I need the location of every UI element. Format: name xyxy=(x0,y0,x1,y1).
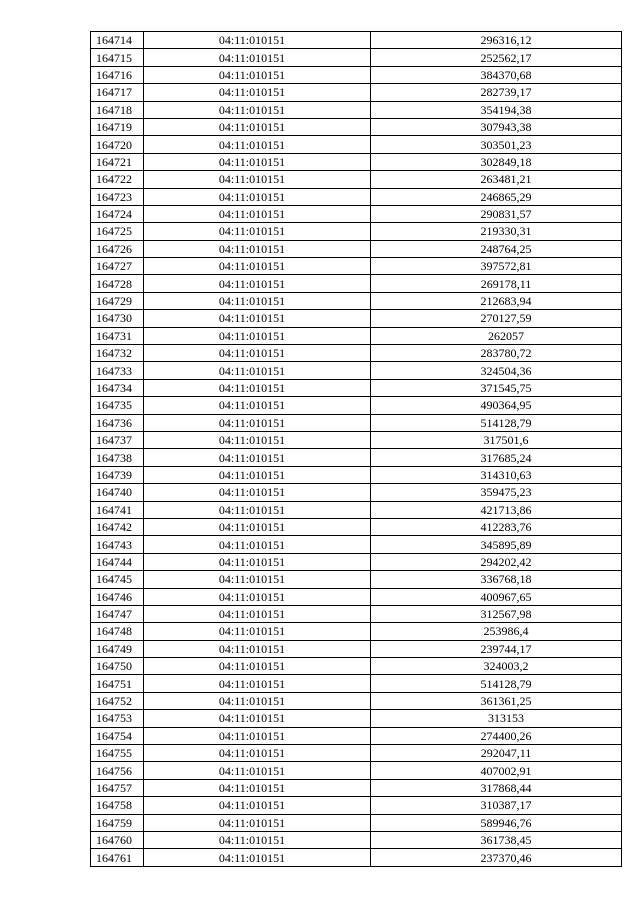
table-row xyxy=(91,32,622,49)
row-id-cell: 164736 xyxy=(91,414,144,431)
table-row xyxy=(91,345,622,362)
value-cell: 336768,18 xyxy=(371,571,622,588)
value-cell: 314310,63 xyxy=(371,466,622,483)
row-id-cell: 164716 xyxy=(91,66,144,83)
cadastral-code-cell: 04:11:010151 xyxy=(144,310,371,327)
cadastral-code-cell: 04:11:010151 xyxy=(144,501,371,518)
value-cell: 313153 xyxy=(371,710,622,727)
value-cell: 246865,29 xyxy=(371,188,622,205)
table-row xyxy=(91,692,622,709)
cadastral-code-cell: 04:11:010151 xyxy=(144,623,371,640)
table-row xyxy=(91,571,622,588)
value-cell: 283780,72 xyxy=(371,345,622,362)
row-id-cell: 164734 xyxy=(91,379,144,396)
row-id-cell: 164720 xyxy=(91,136,144,153)
cadastral-code-cell: 04:11:010151 xyxy=(144,397,371,414)
cadastral-code-cell: 04:11:010151 xyxy=(144,745,371,762)
row-id-cell: 164749 xyxy=(91,640,144,657)
table-row xyxy=(91,258,622,275)
row-id-cell: 164737 xyxy=(91,431,144,448)
value-cell: 400967,65 xyxy=(371,588,622,605)
cadastral-code-cell: 04:11:010151 xyxy=(144,275,371,292)
table-row xyxy=(91,101,622,118)
row-id-cell: 164761 xyxy=(91,849,144,866)
value-cell: 292047,11 xyxy=(371,745,622,762)
cadastral-code-cell: 04:11:010151 xyxy=(144,362,371,379)
row-id-cell: 164721 xyxy=(91,153,144,170)
table-row xyxy=(91,762,622,779)
row-id-cell: 164718 xyxy=(91,101,144,118)
row-id-cell: 164742 xyxy=(91,518,144,535)
cadastral-code-cell: 04:11:010151 xyxy=(144,814,371,831)
cadastral-code-cell: 04:11:010151 xyxy=(144,484,371,501)
table-row xyxy=(91,310,622,327)
table-row xyxy=(91,449,622,466)
cadastral-code-cell: 04:11:010151 xyxy=(144,118,371,135)
row-id-cell: 164747 xyxy=(91,605,144,622)
cadastral-code-cell: 04:11:010151 xyxy=(144,345,371,362)
cadastral-code-cell: 04:11:010151 xyxy=(144,658,371,675)
cadastral-code-cell: 04:11:010151 xyxy=(144,240,371,257)
table-row xyxy=(91,292,622,309)
value-cell: 514128,79 xyxy=(371,675,622,692)
cadastral-code-cell: 04:11:010151 xyxy=(144,327,371,344)
cadastral-code-cell: 04:11:010151 xyxy=(144,223,371,240)
value-cell: 282739,17 xyxy=(371,84,622,101)
cadastral-code-cell: 04:11:010151 xyxy=(144,640,371,657)
table-row xyxy=(91,136,622,153)
row-id-cell: 164715 xyxy=(91,49,144,66)
value-cell: 514128,79 xyxy=(371,414,622,431)
table-row xyxy=(91,362,622,379)
row-id-cell: 164744 xyxy=(91,553,144,570)
row-id-cell: 164723 xyxy=(91,188,144,205)
table-row xyxy=(91,536,622,553)
cadastral-code-cell: 04:11:010151 xyxy=(144,466,371,483)
cadastral-code-cell: 04:11:010151 xyxy=(144,727,371,744)
row-id-cell: 164732 xyxy=(91,345,144,362)
value-cell: 324504,36 xyxy=(371,362,622,379)
row-id-cell: 164730 xyxy=(91,310,144,327)
cadastral-code-cell: 04:11:010151 xyxy=(144,66,371,83)
table-row xyxy=(91,466,622,483)
table-row xyxy=(91,710,622,727)
cadastral-code-cell: 04:11:010151 xyxy=(144,84,371,101)
value-cell: 490364,95 xyxy=(371,397,622,414)
value-cell: 237370,46 xyxy=(371,849,622,866)
value-cell: 274400,26 xyxy=(371,727,622,744)
value-cell: 219330,31 xyxy=(371,223,622,240)
table-row xyxy=(91,379,622,396)
table-row xyxy=(91,275,622,292)
cadastral-code-cell: 04:11:010151 xyxy=(144,292,371,309)
table-row xyxy=(91,745,622,762)
table-row xyxy=(91,223,622,240)
value-cell: 324003,2 xyxy=(371,658,622,675)
table-row xyxy=(91,814,622,831)
table-row xyxy=(91,414,622,431)
row-id-cell: 164758 xyxy=(91,797,144,814)
cadastral-code-cell: 04:11:010151 xyxy=(144,536,371,553)
value-cell: 312567,98 xyxy=(371,605,622,622)
row-id-cell: 164722 xyxy=(91,171,144,188)
row-id-cell: 164739 xyxy=(91,466,144,483)
table-row xyxy=(91,727,622,744)
table-row xyxy=(91,640,622,657)
row-id-cell: 164759 xyxy=(91,814,144,831)
value-cell: 253986,4 xyxy=(371,623,622,640)
cadastral-code-cell: 04:11:010151 xyxy=(144,710,371,727)
value-cell: 263481,21 xyxy=(371,171,622,188)
value-cell: 371545,75 xyxy=(371,379,622,396)
value-cell: 412283,76 xyxy=(371,518,622,535)
value-cell: 317868,44 xyxy=(371,779,622,796)
table-body xyxy=(91,32,622,867)
row-id-cell: 164757 xyxy=(91,779,144,796)
cadastral-code-cell: 04:11:010151 xyxy=(144,831,371,848)
cadastral-code-cell: 04:11:010151 xyxy=(144,518,371,535)
table-row xyxy=(91,66,622,83)
table-row xyxy=(91,205,622,222)
row-id-cell: 164726 xyxy=(91,240,144,257)
table-row xyxy=(91,501,622,518)
value-cell: 296316,12 xyxy=(371,32,622,49)
table-row xyxy=(91,518,622,535)
value-cell: 317501,6 xyxy=(371,431,622,448)
cadastral-code-cell: 04:11:010151 xyxy=(144,136,371,153)
row-id-cell: 164751 xyxy=(91,675,144,692)
value-cell: 290831,57 xyxy=(371,205,622,222)
table-row xyxy=(91,658,622,675)
cadastral-code-cell: 04:11:010151 xyxy=(144,431,371,448)
row-id-cell: 164748 xyxy=(91,623,144,640)
row-id-cell: 164753 xyxy=(91,710,144,727)
row-id-cell: 164754 xyxy=(91,727,144,744)
row-id-cell: 164733 xyxy=(91,362,144,379)
cadastral-code-cell: 04:11:010151 xyxy=(144,101,371,118)
value-cell: 302849,18 xyxy=(371,153,622,170)
value-cell: 262057 xyxy=(371,327,622,344)
value-cell: 307943,38 xyxy=(371,118,622,135)
value-cell: 294202,42 xyxy=(371,553,622,570)
row-id-cell: 164724 xyxy=(91,205,144,222)
row-id-cell: 164717 xyxy=(91,84,144,101)
value-cell: 384370,68 xyxy=(371,66,622,83)
table-row xyxy=(91,831,622,848)
cadastral-code-cell: 04:11:010151 xyxy=(144,849,371,866)
table-row xyxy=(91,49,622,66)
table-row xyxy=(91,484,622,501)
row-id-cell: 164750 xyxy=(91,658,144,675)
cadastral-code-cell: 04:11:010151 xyxy=(144,797,371,814)
table-row xyxy=(91,553,622,570)
row-id-cell: 164743 xyxy=(91,536,144,553)
row-id-cell: 164741 xyxy=(91,501,144,518)
value-cell: 361738,45 xyxy=(371,831,622,848)
table-row xyxy=(91,431,622,448)
value-cell: 407002,91 xyxy=(371,762,622,779)
table-row xyxy=(91,171,622,188)
value-cell: 252562,17 xyxy=(371,49,622,66)
table-row xyxy=(91,327,622,344)
cadastral-code-cell: 04:11:010151 xyxy=(144,553,371,570)
cadastral-code-cell: 04:11:010151 xyxy=(144,449,371,466)
value-cell: 361361,25 xyxy=(371,692,622,709)
row-id-cell: 164727 xyxy=(91,258,144,275)
table-row xyxy=(91,675,622,692)
cadastral-code-cell: 04:11:010151 xyxy=(144,188,371,205)
value-cell: 239744,17 xyxy=(371,640,622,657)
data-table xyxy=(90,31,622,867)
table-row xyxy=(91,397,622,414)
table-row xyxy=(91,779,622,796)
cadastral-code-cell: 04:11:010151 xyxy=(144,258,371,275)
value-cell: 269178,11 xyxy=(371,275,622,292)
cadastral-code-cell: 04:11:010151 xyxy=(144,588,371,605)
value-cell: 397572,81 xyxy=(371,258,622,275)
value-cell: 589946,76 xyxy=(371,814,622,831)
value-cell: 303501,23 xyxy=(371,136,622,153)
table-row xyxy=(91,605,622,622)
row-id-cell: 164746 xyxy=(91,588,144,605)
cadastral-code-cell: 04:11:010151 xyxy=(144,49,371,66)
cadastral-code-cell: 04:11:010151 xyxy=(144,171,371,188)
row-id-cell: 164745 xyxy=(91,571,144,588)
value-cell: 359475,23 xyxy=(371,484,622,501)
cadastral-code-cell: 04:11:010151 xyxy=(144,762,371,779)
table-row xyxy=(91,118,622,135)
value-cell: 345895,89 xyxy=(371,536,622,553)
cadastral-code-cell: 04:11:010151 xyxy=(144,153,371,170)
row-id-cell: 164729 xyxy=(91,292,144,309)
cadastral-code-cell: 04:11:010151 xyxy=(144,414,371,431)
cadastral-code-cell: 04:11:010151 xyxy=(144,675,371,692)
row-id-cell: 164725 xyxy=(91,223,144,240)
table-row xyxy=(91,240,622,257)
row-id-cell: 164760 xyxy=(91,831,144,848)
row-id-cell: 164731 xyxy=(91,327,144,344)
value-cell: 248764,25 xyxy=(371,240,622,257)
row-id-cell: 164756 xyxy=(91,762,144,779)
value-cell: 421713,86 xyxy=(371,501,622,518)
value-cell: 310387,17 xyxy=(371,797,622,814)
row-id-cell: 164738 xyxy=(91,449,144,466)
value-cell: 354194,38 xyxy=(371,101,622,118)
table-row xyxy=(91,188,622,205)
cadastral-code-cell: 04:11:010151 xyxy=(144,32,371,49)
row-id-cell: 164740 xyxy=(91,484,144,501)
cadastral-code-cell: 04:11:010151 xyxy=(144,379,371,396)
row-id-cell: 164755 xyxy=(91,745,144,762)
row-id-cell: 164735 xyxy=(91,397,144,414)
row-id-cell: 164714 xyxy=(91,32,144,49)
cadastral-code-cell: 04:11:010151 xyxy=(144,205,371,222)
cadastral-code-cell: 04:11:010151 xyxy=(144,779,371,796)
row-id-cell: 164728 xyxy=(91,275,144,292)
value-cell: 212683,94 xyxy=(371,292,622,309)
table-row xyxy=(91,153,622,170)
row-id-cell: 164719 xyxy=(91,118,144,135)
table-row xyxy=(91,623,622,640)
table-row xyxy=(91,84,622,101)
cadastral-code-cell: 04:11:010151 xyxy=(144,692,371,709)
row-id-cell: 164752 xyxy=(91,692,144,709)
table-row xyxy=(91,849,622,866)
table-row xyxy=(91,588,622,605)
value-cell: 270127,59 xyxy=(371,310,622,327)
cadastral-code-cell: 04:11:010151 xyxy=(144,571,371,588)
value-cell: 317685,24 xyxy=(371,449,622,466)
cadastral-code-cell: 04:11:010151 xyxy=(144,605,371,622)
table-row xyxy=(91,797,622,814)
